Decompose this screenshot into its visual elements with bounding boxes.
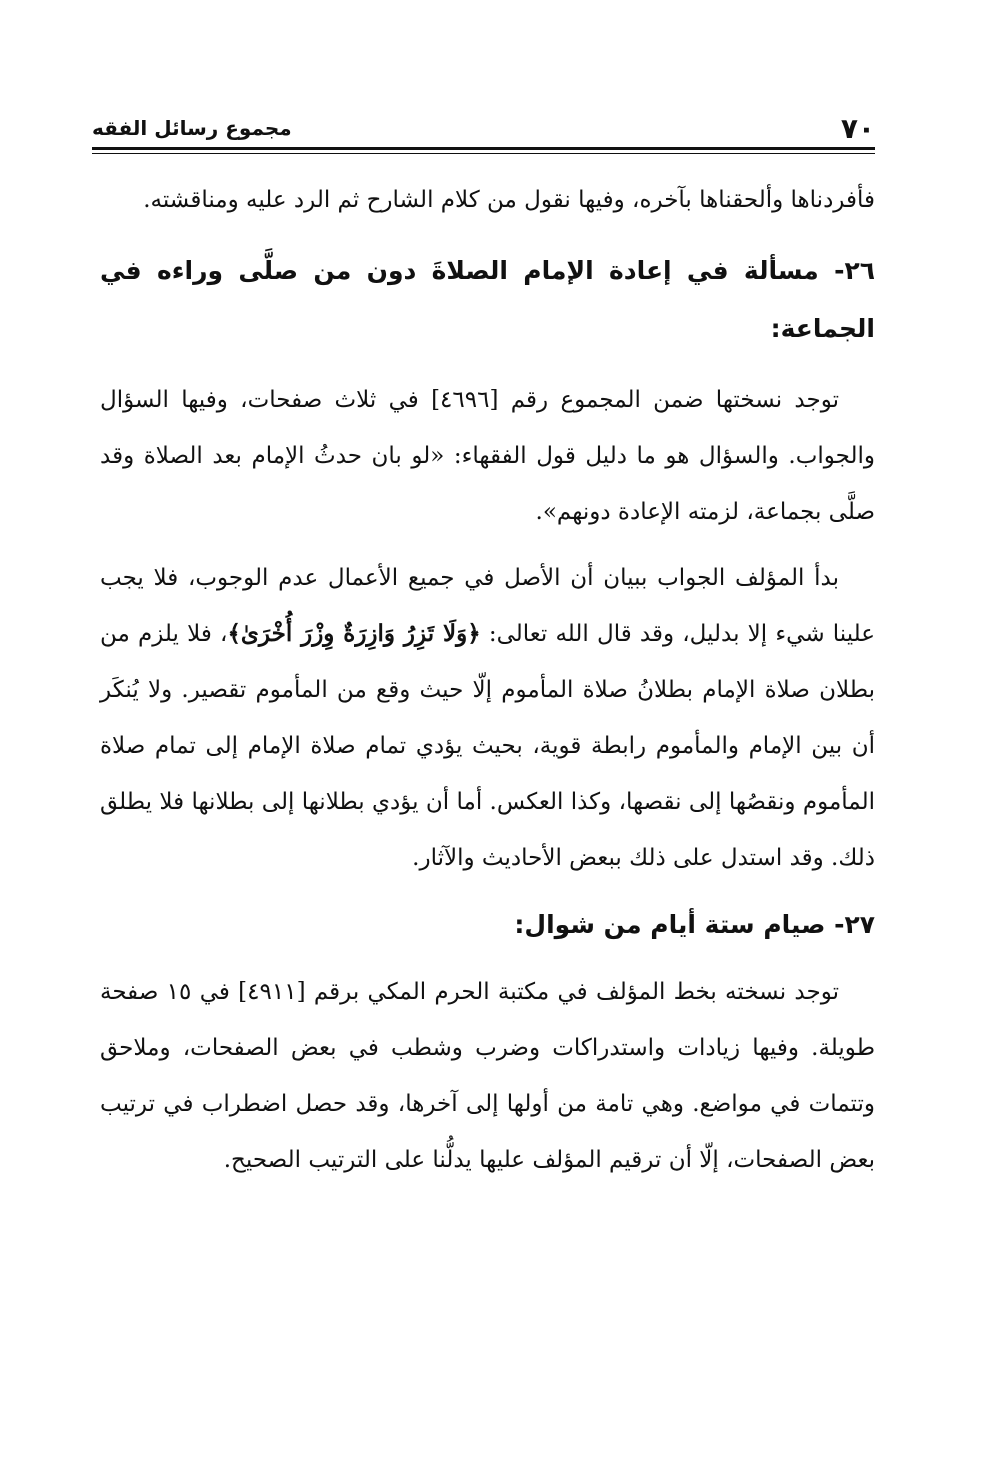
page-body: [100, 172, 875, 1188]
paragraph-2-before-quote: بدأ المؤلف الجواب ببيان أن الأصل في جميع الأعمال عدم الوجوب، فلا يجب علينا شيء إلا بدليل، وقد قال الله تعالى:: [100, 565, 875, 647]
section-26-paragraph-2: [100, 550, 875, 886]
section-27-paragraph-1: توجد نسخته بخط المؤلف في مكتبة الحرم المكي برقم [٤٩١١] في ١٥ صفحة طويلة. وفيها زيادات واستدراكات وضرب وشطب في بعض الصفحات، وملاحق وتتمات في مواضع. وهي تامة من أولها إلى آخرها، وقد حصل اضطراب في ترتيب بعض الصفحات، إلّا أن ترقيم المؤلف عليها يدلُّنا على الترتيب الصحيح.: [100, 979, 875, 1173]
book-title: مجموع رسائل الفقه: [92, 116, 292, 140]
page-number: ٧٠: [840, 112, 875, 145]
section-27-heading: ٢٧- صيام ستة أيام من شوال:: [514, 910, 875, 939]
intro-paragraph: فأفردناها وألحقناها بآخره، وفيها نقول من كلام الشارح ثم الرد عليه ومناقشته.: [143, 187, 875, 213]
running-header: [92, 110, 875, 144]
header-rule: [92, 147, 875, 150]
header-rule-thin: [92, 153, 875, 154]
section-26-heading: ٢٦- مسألة في إعادة الإمام الصلاةَ دون من صلَّى وراءه في الجماعة:: [100, 256, 875, 343]
quran-quote: ﴿وَلَا تَزِرُ وَازِرَةٌ وِزْرَ أُخْرَىٰ﴾: [227, 620, 481, 647]
section-26-paragraph-1: توجد نسختها ضمن المجموع رقم [٤٦٩٦] في ثلاث صفحات، وفيها السؤال والجواب. والسؤال هو ما دليل قول الفقهاء: «لو بان حدثُ الإمام بعد الصلاة وقد صلَّى بجماعة، لزمته الإعادة دونهم».: [100, 387, 875, 525]
paragraph-2-after-quote: ، فلا يلزم من بطلان صلاة الإمام بطلانُ صلاة المأموم إلّا حيث وقع من المأموم تقصير. ولا يُنكَر أن بين الإمام والمأموم رابطة قوية، بحيث يؤدي تمام صلاة الإمام إلى تمام صلاة المأموم ونقصُها إلى نقصها، وكذا العكس. أما أن يؤدي بطلانها إلى بطلانها فلا يطلق ذلك. وقد استدل على ذلك ببعض الأحاديث والآثار.: [100, 621, 875, 871]
